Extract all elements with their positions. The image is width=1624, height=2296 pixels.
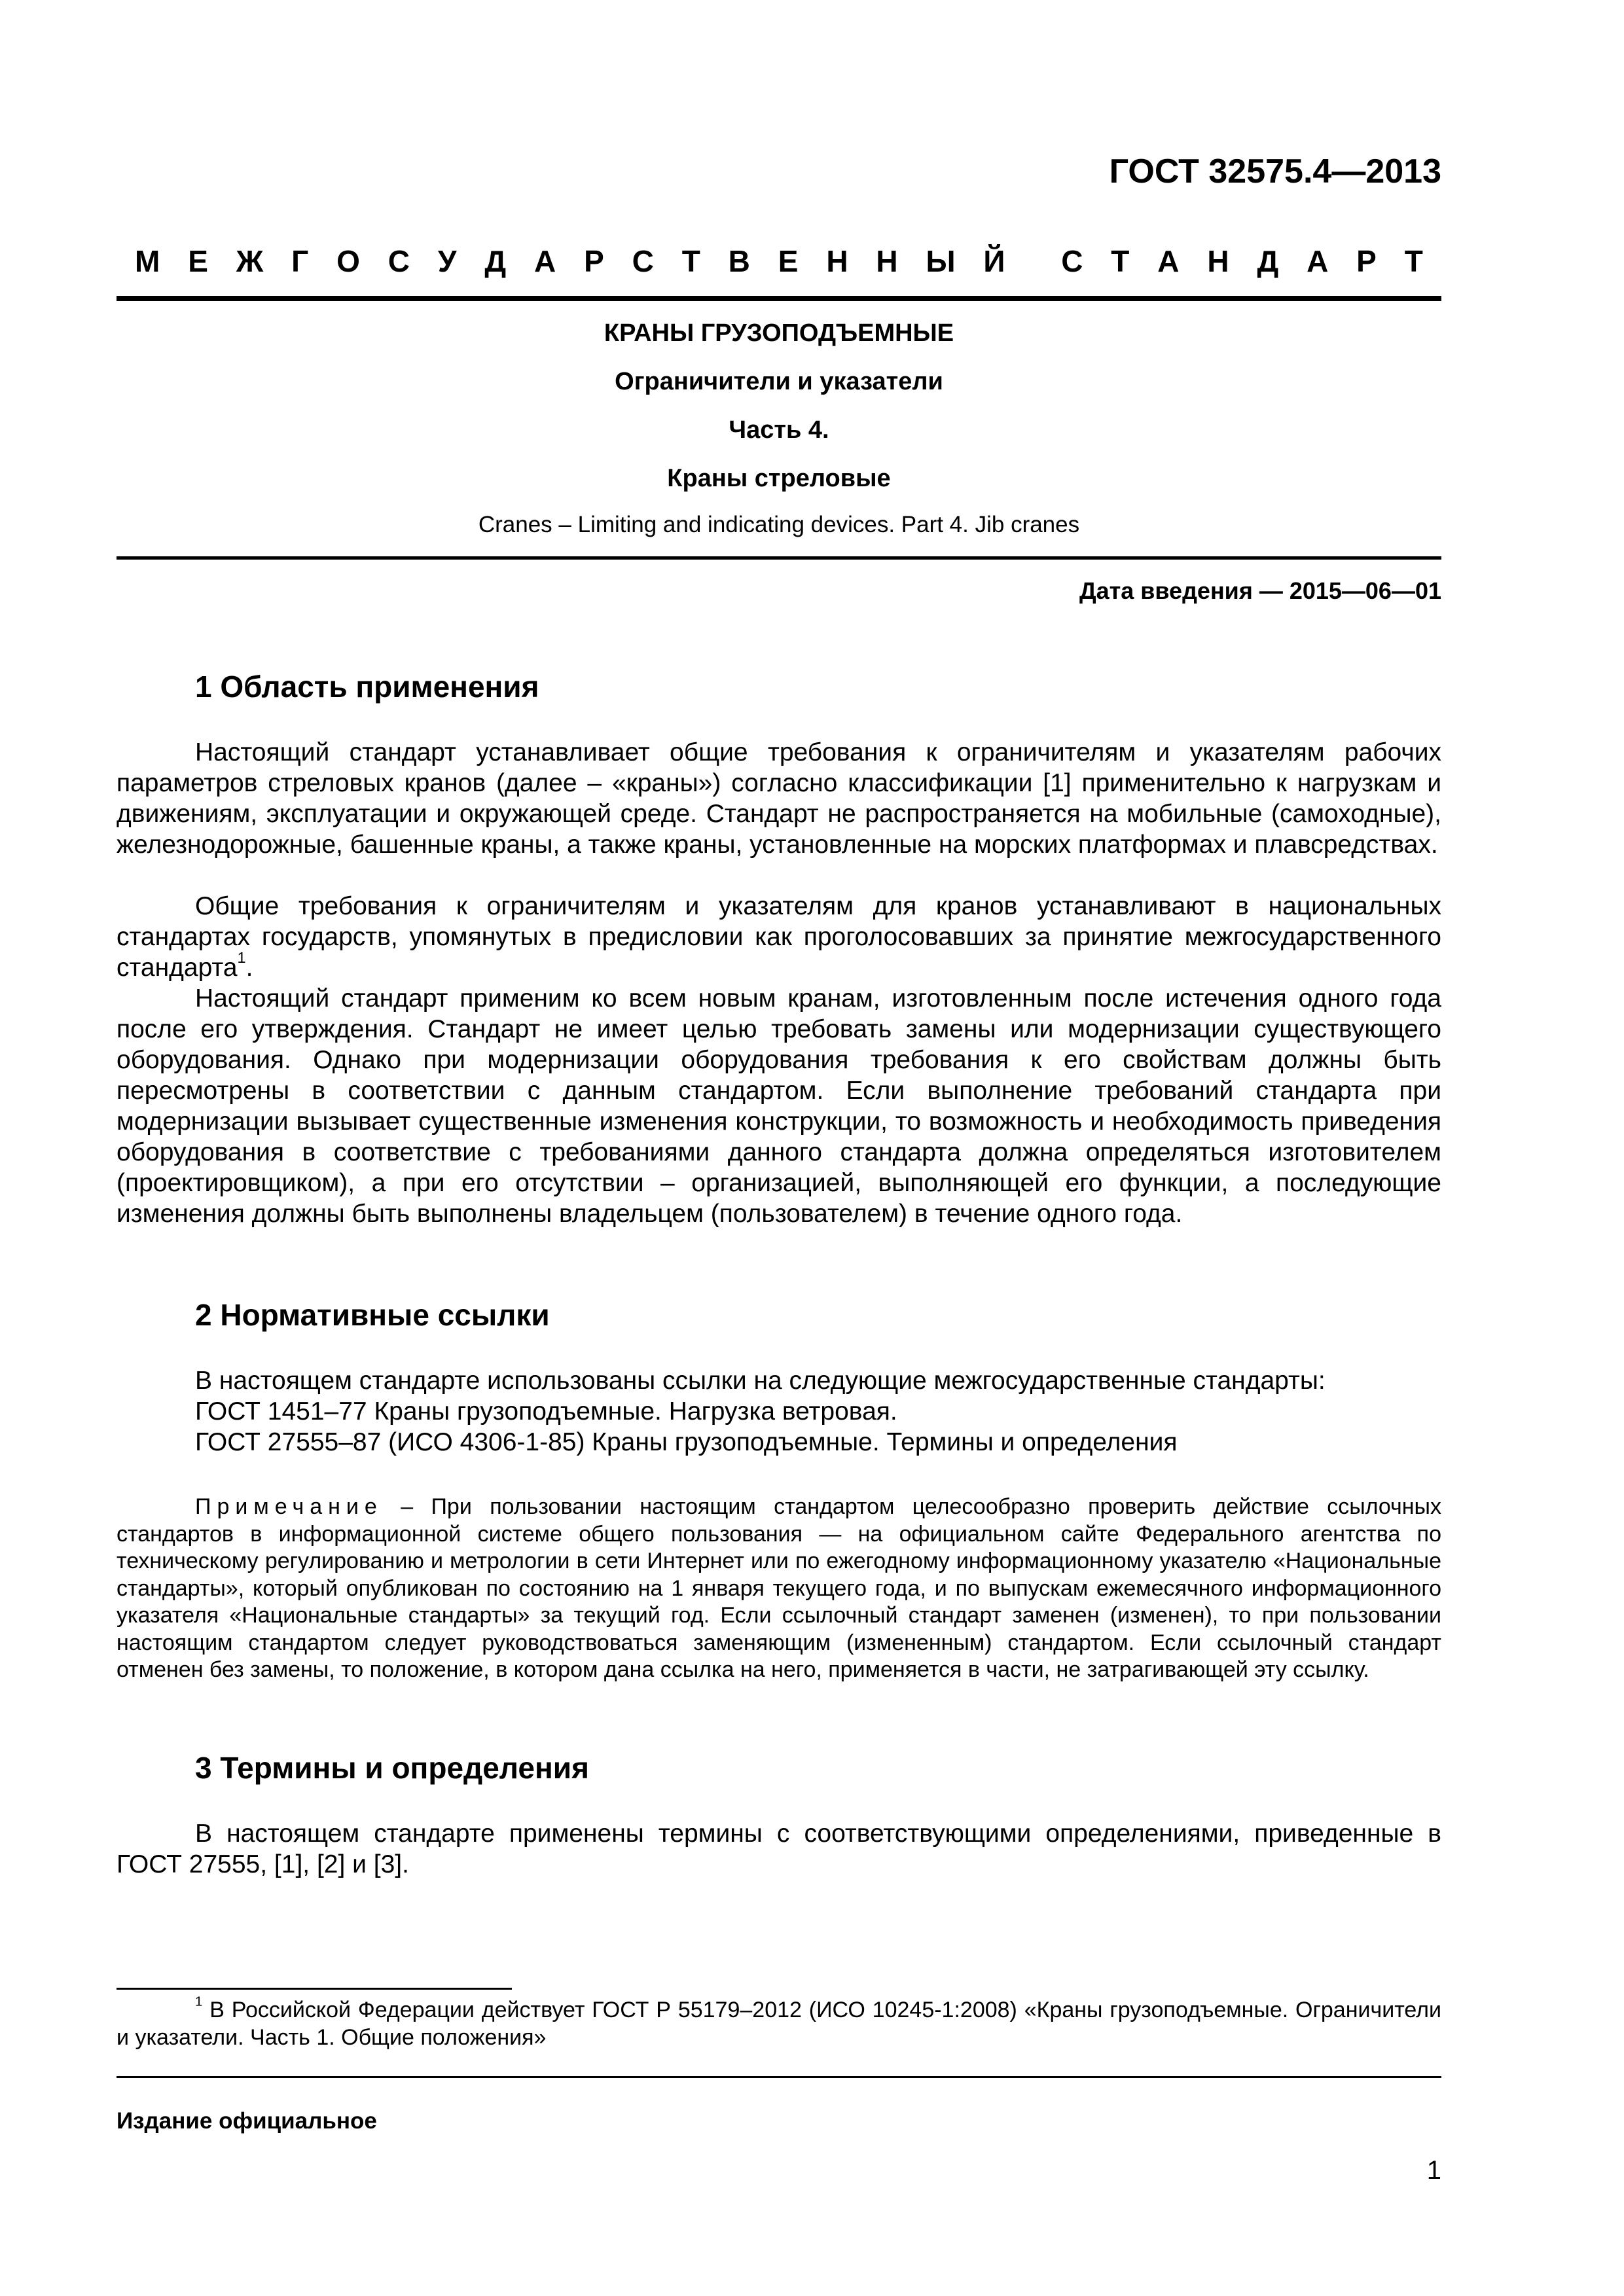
- header-rule: [117, 296, 1441, 301]
- banner-letter: Т: [1111, 244, 1130, 278]
- section-1-heading: 1 Область применения: [195, 670, 539, 704]
- banner-letter: С: [632, 244, 654, 278]
- banner-letter: О: [336, 244, 360, 278]
- section-2-note: [117, 1494, 1441, 1684]
- banner-letter: Р: [1356, 244, 1377, 278]
- banner-letter: Ы: [926, 244, 956, 278]
- banner-letter: Д: [1257, 244, 1279, 278]
- banner-letter: А: [1157, 244, 1180, 278]
- banner-letter: Й: [983, 244, 1005, 278]
- banner-letter: А: [1307, 244, 1329, 278]
- footnote-text: В Российской Федерации действует ГОСТ Р 55179–2012 (ИСО 10245-1:2008) «Краны грузоподъемные. Ограничители и указатели. Часть 1. Общие положения»: [117, 1998, 1441, 2050]
- section-1-paragraph-2-text: Общие требования к ограничителям и указателям для кранов устанавливают в национальных стандартах государств, упомянутых в предисловии как проголосовавших за принятие межгосударственного стандарта: [117, 892, 1441, 982]
- footnote-marker: 1: [195, 1994, 203, 2009]
- section-1-paragraph-1: Настоящий стандарт устанавливает общие требования к ограничителям и указателям рабочих параметров стреловых кранов (далее – «краны») согласно классификации [1] применительно к нагрузкам и движениям, эксплуатации и окружающей среде. Стандарт не распространяется на мобильные (самоходные), железнодорожные, башенные краны, а также краны, установленные на морских платформах и плавсредствах.: [117, 738, 1441, 859]
- banner-letter: Е: [188, 244, 208, 278]
- page-number: 1: [1426, 2156, 1441, 2185]
- banner-letter: Р: [584, 244, 604, 278]
- intro-date: Дата введения — 2015—06—01: [1079, 577, 1441, 604]
- note-label: Примечание: [195, 1494, 383, 1519]
- note-text: – При пользовании настоящим стандартом целесообразно проверить действие ссылочных стандартов в информационной системе общего пользования — на официальном сайте Федерального агентства по техническому регулированию и метрологии в сети Интернет или по ежегодному информационному указателю «Национальные стандарты», который опубликован по состоянию на 1 января текущего года, и по выпускам ежемесячного информационного указателя «Национальные стандарты» за текущий год. Если ссылочный стандарт заменен (изменен), то при пользовании настоящим стандартом следует руководствоваться заменяющим (измененным) стандартом. Если ссылочный стандарт отменен без замены, то положение, в котором дана ссылка на него, применяется в части, не затрагивающей эту ссылку.: [117, 1494, 1441, 1682]
- footnote-ref: 1: [237, 949, 246, 967]
- banner-letter: Т: [681, 244, 700, 278]
- banner-letter: Н: [826, 244, 848, 278]
- footnote: [117, 1996, 1441, 2051]
- title-main: КРАНЫ ГРУЗОПОДЪЕМНЫЕ: [604, 319, 954, 347]
- edition-label: Издание официальное: [117, 2108, 377, 2134]
- banner-letter: Н: [1207, 244, 1229, 278]
- title-part: Часть 4.: [729, 416, 829, 444]
- banner-letter: Т: [1404, 244, 1423, 278]
- section-3-paragraph: В настоящем стандарте применены термины с соответствующими определениями, приведенные в ГОСТ 27555, [1], [2] и [3].: [117, 1820, 1441, 1878]
- banner-letter: С: [1061, 244, 1083, 278]
- banner-letter: В: [728, 244, 750, 278]
- section-1-paragraph-2: [117, 891, 1441, 983]
- gost-number: ГОСТ 32575.4—2013: [1109, 152, 1441, 190]
- banner-letter: С: [388, 244, 410, 278]
- banner-letter: Е: [778, 244, 799, 278]
- section-2-heading: 2 Нормативные ссылки: [195, 1298, 550, 1332]
- banner-letter: Д: [484, 244, 507, 278]
- section-2-intro: В настоящем стандарте использованы ссылки на следующие межгосударственные стандарты:: [195, 1367, 1326, 1395]
- banner-letter: Ж: [236, 244, 264, 278]
- footnote-rule: [117, 1988, 512, 1990]
- title-english: Cranes – Limiting and indicating devices. Part 4. Jib cranes: [478, 512, 1080, 537]
- banner-letter: М: [135, 244, 160, 278]
- title-subtitle: Ограничители и указатели: [615, 368, 943, 395]
- interstate-standard-banner: [135, 243, 1423, 279]
- document-page: [117, 0, 1441, 2296]
- section-1-paragraph-2-end: .: [245, 954, 253, 982]
- title-part-name: Краны стреловые: [667, 465, 891, 492]
- banner-letter: Г: [291, 244, 309, 278]
- footer-rule: [117, 2076, 1441, 2078]
- section-3-heading: 3 Термины и определения: [195, 1751, 589, 1785]
- banner-letter: А: [533, 244, 556, 278]
- section-1-paragraph-3: Настоящий стандарт применим ко всем новым кранам, изготовленным после истечения одного года после его утверждения. Стандарт не имеет целью требовать замены или модернизации существующего оборудования. Однако при модернизации оборудования требования к его свойствам должны быть пересмотрены в соответствии с данным стандартом. Если выполнение требований стандарта при модернизации вызывает существенные изменения конструкции, то возможность и необходимость приведения оборудования в соответствие с требованиями данного стандарта должна определяться изготовителем (проектировщиком), а при его отсутствии – организацией, выполняющей его функции, а последующие изменения должны быть выполнены владельцем (пользователем) в течение одного года.: [117, 984, 1441, 1228]
- title-rule: [117, 556, 1441, 560]
- reference-gost-1451: ГОСТ 1451–77 Краны грузоподъемные. Нагрузка ветровая.: [195, 1397, 897, 1426]
- reference-gost-27555: ГОСТ 27555–87 (ИСО 4306-1-85) Краны грузоподъемные. Термины и определения: [195, 1428, 1178, 1456]
- banner-letter: У: [437, 244, 457, 278]
- banner-letter: Н: [876, 244, 898, 278]
